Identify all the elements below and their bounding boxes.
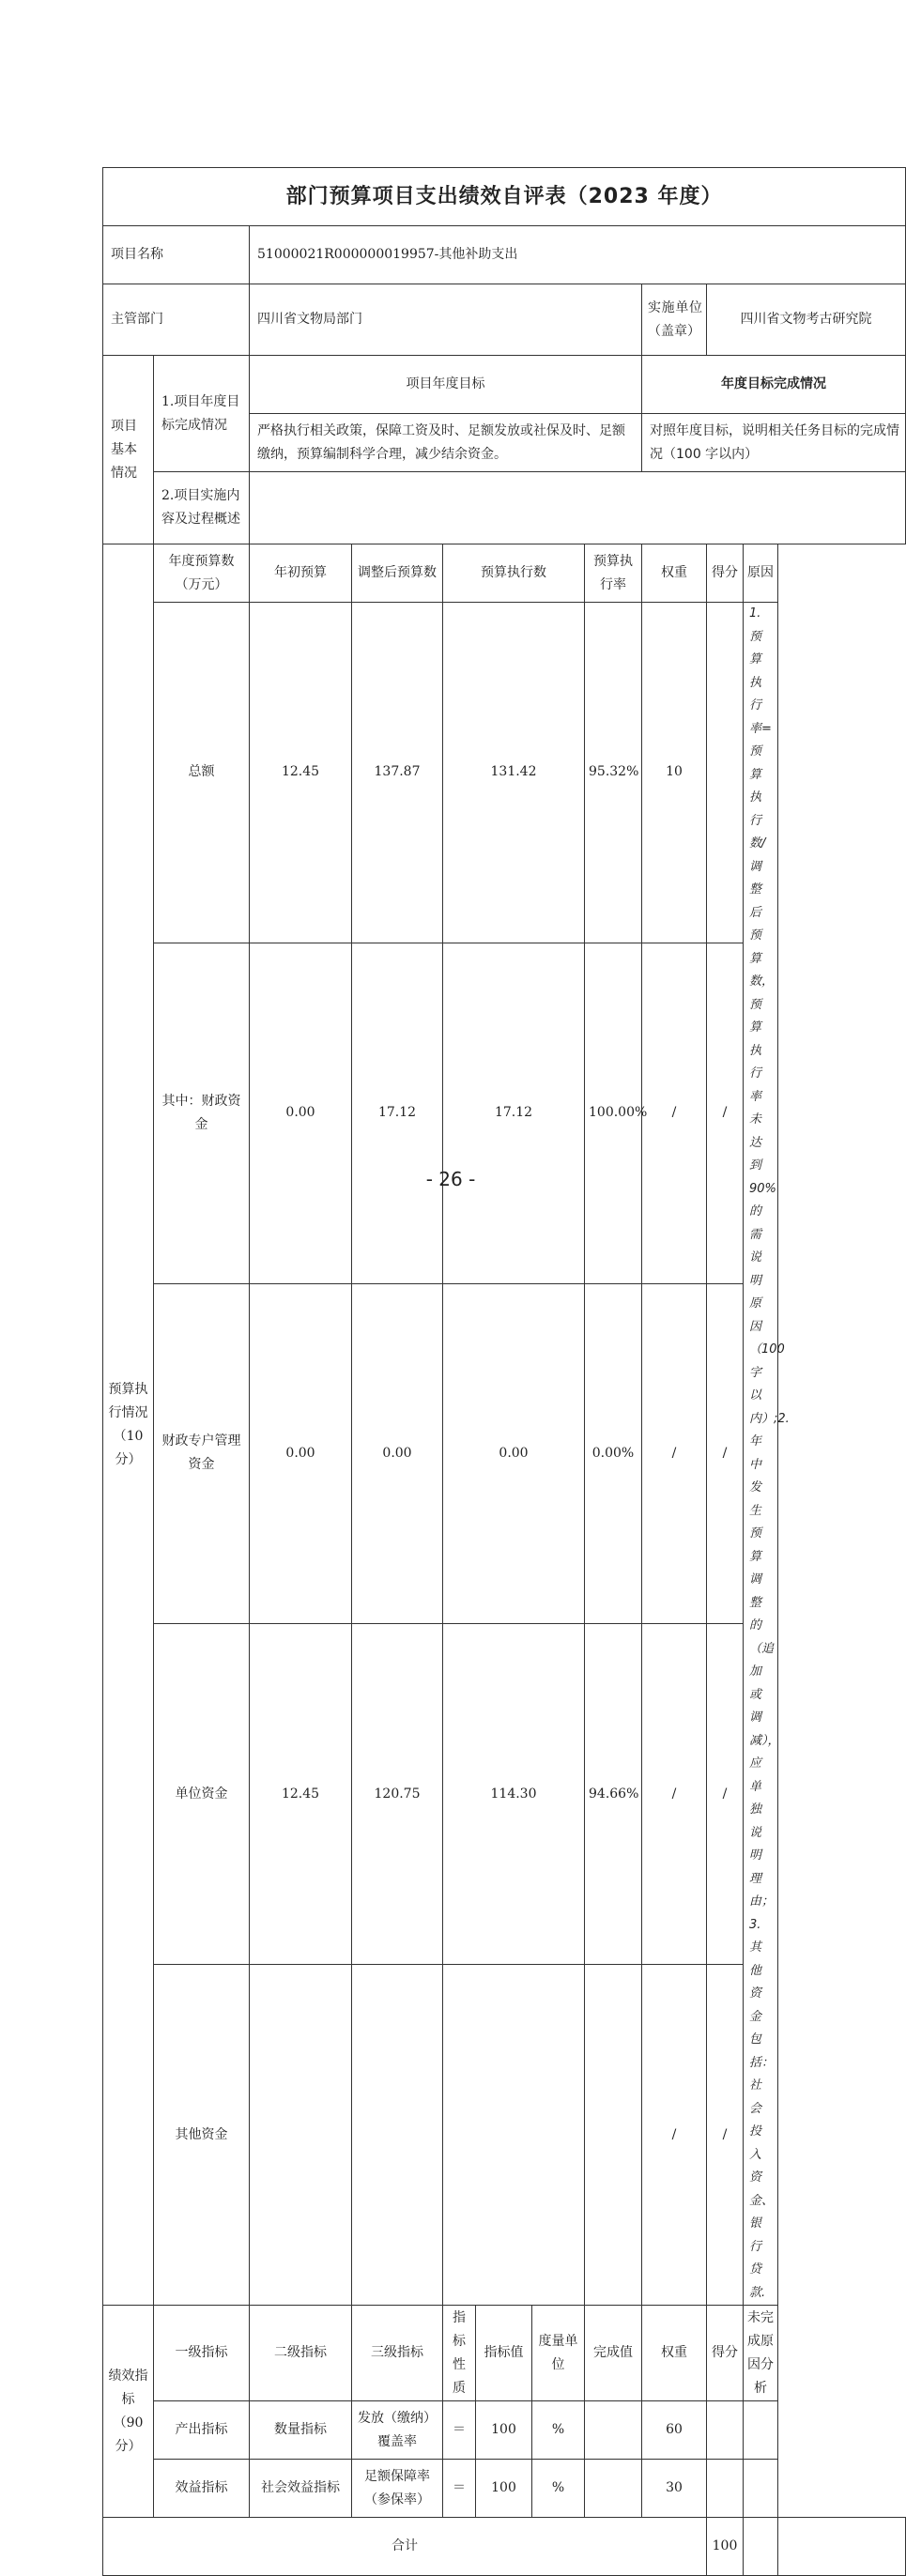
perf-header-analysis: 未完成原因分析	[744, 2306, 778, 2401]
perf-header-nature: 指标性质	[443, 2306, 476, 2401]
perf-row-score	[707, 2401, 744, 2460]
perf-row-analysis	[744, 2460, 778, 2518]
budget-header-initial: 年初预算	[250, 544, 352, 603]
impl-unit-label: 实施单位（盖章）	[642, 284, 707, 356]
budget-row-rate	[585, 1965, 642, 2306]
perf-row-score	[707, 2460, 744, 2518]
budget-row-initial	[250, 1965, 352, 2306]
budget-row-rate: 94.66%	[585, 1624, 642, 1965]
goal-completion-label: 1.项目年度目标完成情况	[154, 356, 250, 472]
impl-content-label: 2.项目实施内容及过程概述	[154, 472, 250, 544]
budget-row-executed: 131.42	[443, 603, 585, 943]
budget-header-executed: 预算执行数	[443, 544, 585, 603]
page-number: - 26 -	[425, 1168, 476, 1190]
perf-row-level2: 数量指标	[250, 2401, 352, 2460]
budget-row-name: 其他资金	[154, 1965, 250, 2306]
budget-row-executed: 0.00	[443, 1283, 585, 1624]
perf-header-actual: 完成值	[585, 2306, 642, 2401]
budget-header-reason: 原因	[744, 544, 778, 603]
budget-row-rate: 95.32%	[585, 603, 642, 943]
budget-row-score	[707, 603, 744, 943]
department-label: 主管部门	[103, 284, 250, 356]
budget-reason-note: 1.预算执行率=预算执行数/调整后预算数，预算执行率未达到 90%的需说明原因（100 字以内）;2.年中发生预算调整的（追加或调减），应单独说明理由；3.其他资金包括：社会投入资金、银行贷款.	[744, 603, 778, 2306]
budget-row-weight: /	[642, 943, 707, 1283]
performance-section-label: 绩效指标（90分）	[103, 2306, 154, 2518]
budget-row-adjusted: 137.87	[352, 603, 443, 943]
budget-row-name: 财政专户管理资金	[154, 1283, 250, 1624]
total-weight: 100	[707, 2518, 744, 2576]
budget-row-weight: /	[642, 1965, 707, 2306]
budget-row-score: /	[707, 1283, 744, 1624]
budget-header-rate: 预算执行率	[585, 544, 642, 603]
budget-row-initial: 0.00	[250, 943, 352, 1283]
budget-header-weight: 权重	[642, 544, 707, 603]
budget-row-name: 其中：财政资金	[154, 943, 250, 1283]
budget-row-executed: 114.30	[443, 1624, 585, 1965]
budget-row-score: /	[707, 1965, 744, 2306]
budget-row-adjusted	[352, 1965, 443, 2306]
budget-header-score: 得分	[707, 544, 744, 603]
budget-row-weight: /	[642, 1624, 707, 1965]
perf-row-level1: 效益指标	[154, 2460, 250, 2518]
project-name-label: 项目名称	[103, 226, 250, 284]
department-value: 四川省文物局部门	[250, 284, 642, 356]
perf-row-unit: %	[532, 2401, 585, 2460]
budget-row-executed: 17.12	[443, 943, 585, 1283]
budget-row-weight: 10	[642, 603, 707, 943]
budget-row-initial: 12.45	[250, 603, 352, 943]
budget-row-initial: 12.45	[250, 1624, 352, 1965]
budget-section-label: 预算执行情况（10分）	[103, 544, 154, 2306]
perf-row-analysis	[744, 2401, 778, 2460]
perf-header-level3: 三级指标	[352, 2306, 443, 2401]
perf-row-weight: 60	[642, 2401, 707, 2460]
budget-row-weight: /	[642, 1283, 707, 1624]
budget-row-executed	[443, 1965, 585, 2306]
perf-row-value: 100	[476, 2401, 532, 2460]
budget-row-name: 单位资金	[154, 1624, 250, 1965]
page-title: 部门预算项目支出绩效自评表（2023 年度）	[103, 168, 906, 226]
perf-header-level2: 二级指标	[250, 2306, 352, 2401]
budget-row-adjusted: 0.00	[352, 1283, 443, 1624]
perf-row-actual	[585, 2401, 642, 2460]
budget-row-score: /	[707, 1624, 744, 1965]
perf-row-level3: 足额保障率（参保率）	[352, 2460, 443, 2518]
goal-header: 项目年度目标	[250, 356, 642, 414]
budget-header-adjusted: 调整后预算数	[352, 544, 443, 603]
budget-row-rate: 100.00%	[585, 943, 642, 1283]
perf-row-actual	[585, 2460, 642, 2518]
budget-row-name: 总额	[154, 603, 250, 943]
perf-header-weight: 权重	[642, 2306, 707, 2401]
total-analysis	[778, 2518, 906, 2576]
budget-row-rate: 0.00%	[585, 1283, 642, 1624]
perf-header-level1: 一级指标	[154, 2306, 250, 2401]
perf-row-value: 100	[476, 2460, 532, 2518]
budget-row-adjusted: 17.12	[352, 943, 443, 1283]
perf-row-nature: ＝	[443, 2460, 476, 2518]
perf-row-level2: 社会效益指标	[250, 2460, 352, 2518]
project-name-value: 51000021R000000019957-其他补助支出	[250, 226, 906, 284]
completion-header: 年度目标完成情况	[642, 356, 906, 414]
budget-header-annual: 年度预算数（万元）	[154, 544, 250, 603]
budget-row-score: /	[707, 943, 744, 1283]
total-score	[744, 2518, 778, 2576]
perf-row-level3: 发放（缴纳）覆盖率	[352, 2401, 443, 2460]
impl-content-text	[250, 472, 906, 544]
goal-text: 严格执行相关政策，保障工资及时、足额发放或社保及时、足额缴纳，预算编制科学合理，减少结余资金。	[250, 414, 642, 472]
perf-header-score: 得分	[707, 2306, 744, 2401]
basic-info-label: 项目基本情况	[103, 356, 154, 544]
perf-header-value: 指标值	[476, 2306, 532, 2401]
impl-unit-value: 四川省文物考古研究院	[707, 284, 906, 356]
budget-row-initial: 0.00	[250, 1283, 352, 1624]
performance-self-evaluation-table	[102, 167, 906, 2576]
perf-row-level1: 产出指标	[154, 2401, 250, 2460]
perf-row-weight: 30	[642, 2460, 707, 2518]
completion-text: 对照年度目标，说明相关任务目标的完成情况（100 字以内）	[642, 414, 906, 472]
perf-row-unit: %	[532, 2460, 585, 2518]
budget-row-adjusted: 120.75	[352, 1624, 443, 1965]
perf-row-nature: ＝	[443, 2401, 476, 2460]
perf-header-unit: 度量单位	[532, 2306, 585, 2401]
total-label: 合计	[103, 2518, 707, 2576]
